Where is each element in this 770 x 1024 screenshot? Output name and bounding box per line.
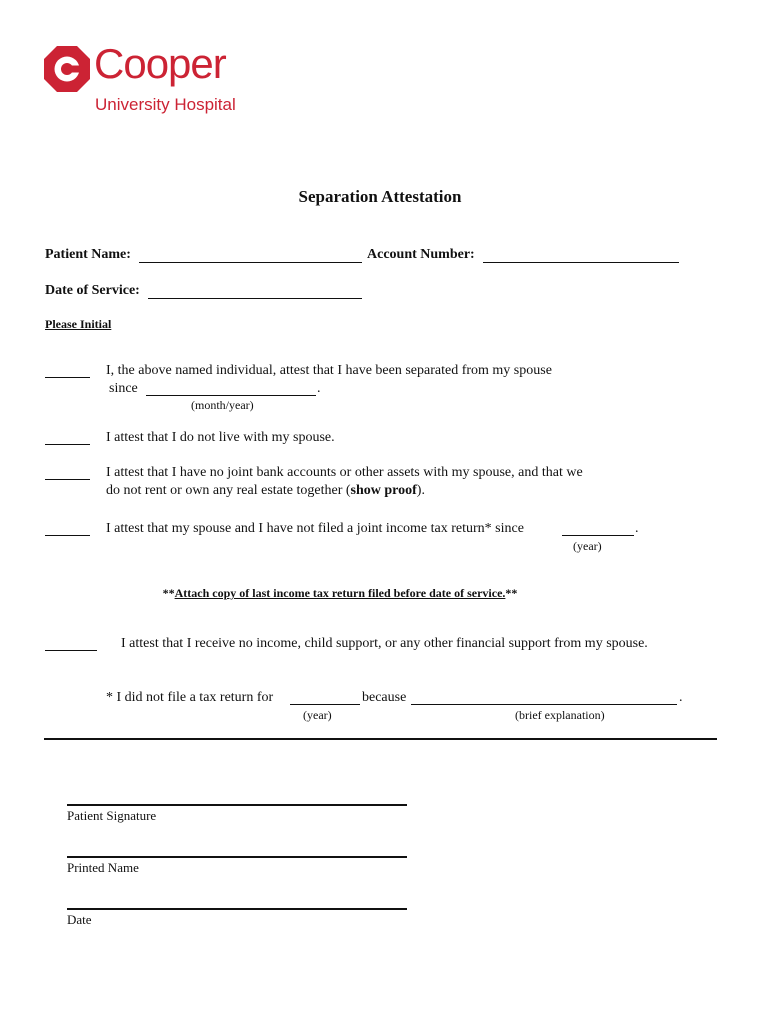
not-live-statement: I attest that I do not live with my spouse.	[106, 430, 335, 445]
account-number-label: Account Number:	[367, 247, 475, 262]
no-tax-statement: I attest that my spouse and I have not filed a joint income tax return* since	[106, 521, 524, 536]
no-file-year-caption: (year)	[303, 708, 332, 722]
initial-field-no-tax[interactable]	[45, 535, 90, 536]
no-tax-period: .	[635, 521, 639, 536]
date-field[interactable]	[67, 908, 407, 910]
attach-prefix: **	[162, 586, 175, 600]
initial-field-no-income[interactable]	[45, 650, 97, 651]
initial-field-no-joint[interactable]	[45, 479, 90, 480]
no-file-explanation-field[interactable]	[411, 704, 677, 705]
patient-name-field[interactable]	[139, 262, 362, 263]
date-of-service-label: Date of Service:	[45, 283, 140, 298]
hospital-logo	[44, 40, 274, 120]
no-income-statement: I attest that I receive no income, child support, or any other financial support from my spouse.	[121, 636, 648, 651]
separated-period: .	[317, 381, 321, 396]
please-initial-label: Please Initial	[45, 317, 112, 331]
section-divider	[44, 738, 717, 740]
separated-since-field[interactable]	[146, 395, 316, 396]
no-tax-year-caption: (year)	[573, 539, 602, 553]
initial-field-not-live[interactable]	[45, 444, 90, 445]
separated-caption: (month/year)	[191, 398, 254, 412]
separated-since-label: since	[109, 381, 138, 396]
no-file-explanation-caption: (brief explanation)	[515, 708, 605, 722]
cooper-logo-icon	[44, 46, 90, 92]
no-joint-line2-post: ).	[416, 483, 425, 498]
initial-field-separated[interactable]	[45, 377, 90, 378]
logo-subtitle: University Hospital	[95, 95, 236, 114]
attach-note	[0, 585, 680, 601]
no-tax-year-field[interactable]	[562, 535, 634, 536]
show-proof-emphasis: show proof	[350, 483, 417, 498]
patient-name-label: Patient Name:	[45, 247, 131, 262]
date-of-service-field[interactable]	[148, 298, 362, 299]
logo-wordmark: Cooper	[94, 40, 226, 87]
patient-signature-field[interactable]	[67, 804, 407, 806]
no-joint-statement-line2	[106, 482, 425, 500]
account-number-field[interactable]	[483, 262, 679, 263]
date-label: Date	[67, 912, 92, 927]
no-joint-statement-line1: I attest that I have no joint bank accounts or other assets with my spouse, and that we	[106, 465, 583, 480]
attach-text: Attach copy of last income tax return filed before date of service.	[174, 586, 506, 600]
separated-statement: I, the above named individual, attest that I have been separated from my spouse	[106, 363, 552, 378]
no-file-period: .	[679, 690, 683, 705]
no-joint-line2-pre: do not rent or own any real estate together (	[106, 483, 351, 498]
patient-signature-label: Patient Signature	[67, 808, 157, 823]
printed-name-field[interactable]	[67, 856, 407, 858]
no-file-statement: * I did not file a tax return for	[106, 690, 274, 705]
page-title: Separation Attestation	[298, 187, 462, 206]
printed-name-label: Printed Name	[67, 860, 139, 875]
no-file-year-field[interactable]	[290, 704, 360, 705]
no-file-because-label: because	[362, 690, 407, 705]
attach-suffix: **	[505, 586, 518, 600]
